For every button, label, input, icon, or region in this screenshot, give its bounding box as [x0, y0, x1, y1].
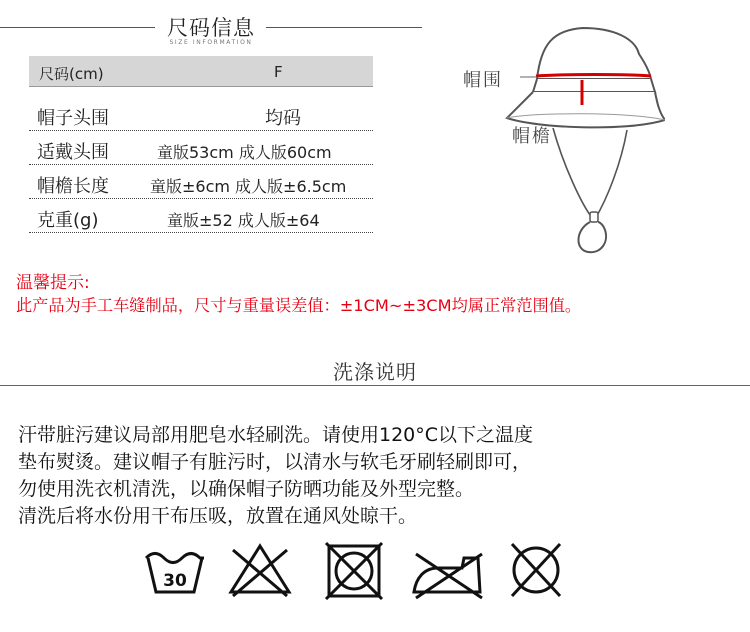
size-section-subtitle: SIZE INFORMATION	[169, 39, 253, 46]
wash-section-title: 洗涤说明	[333, 360, 417, 384]
no-iron-icon	[408, 540, 488, 604]
table-row	[29, 97, 373, 131]
bucket-hat-icon	[445, 14, 665, 264]
size-section-title: 尺码信息	[167, 16, 255, 40]
row-value: 童版±6cm 成人版±6.5cm	[150, 177, 347, 196]
title-rule-right	[266, 27, 422, 28]
wash-line: 汗带脏污建议局部用肥皂水轻刷洗。请使用120°C以下之温度	[18, 424, 534, 446]
hat-diagram	[445, 14, 665, 264]
wash-section-rule	[0, 385, 750, 386]
row-value: 童版±52 成人版±64	[167, 211, 320, 230]
row-value: 均码	[265, 108, 301, 129]
row-value: 童版53cm 成人版60cm	[157, 143, 332, 162]
no-dry-clean-icon	[502, 540, 572, 604]
wash-line: 勿使用洗衣机清洗，以确保帽子防晒功能及外型完整。	[18, 478, 475, 500]
row-label: 克重(g)	[37, 210, 99, 231]
care-icons	[140, 540, 600, 610]
wash-temperature-text: 30	[163, 571, 187, 591]
tip-text: 此产品为手工车缝制品，尺寸与重量误差值：±1CM~±3CM均属正常范围值。	[16, 296, 582, 315]
wash-line: 垫布熨烫。建议帽子有脏污时，以清水与软毛牙刷轻刷即可，	[18, 451, 532, 473]
no-tumble-dry-icon	[320, 540, 390, 604]
no-bleach-icon	[225, 540, 295, 604]
wash-30-icon	[140, 540, 210, 604]
header-size-label: 尺码(cm)	[39, 65, 104, 83]
circumference-label: 帽围	[463, 70, 503, 91]
title-rule-left	[0, 27, 155, 28]
row-label: 适戴头围	[37, 142, 109, 163]
table-row	[29, 165, 373, 199]
brim-label: 帽檐	[512, 126, 552, 147]
header-size-value: F	[274, 63, 283, 81]
tip-heading: 温馨提示:	[16, 273, 90, 293]
wash-line: 清洗后将水份用干布压吸，放置在通风处晾干。	[18, 505, 418, 527]
size-table-header	[29, 56, 373, 87]
row-label: 帽檐长度	[37, 176, 109, 197]
table-row	[29, 199, 373, 233]
table-row	[29, 131, 373, 165]
row-label: 帽子头围	[37, 108, 109, 129]
